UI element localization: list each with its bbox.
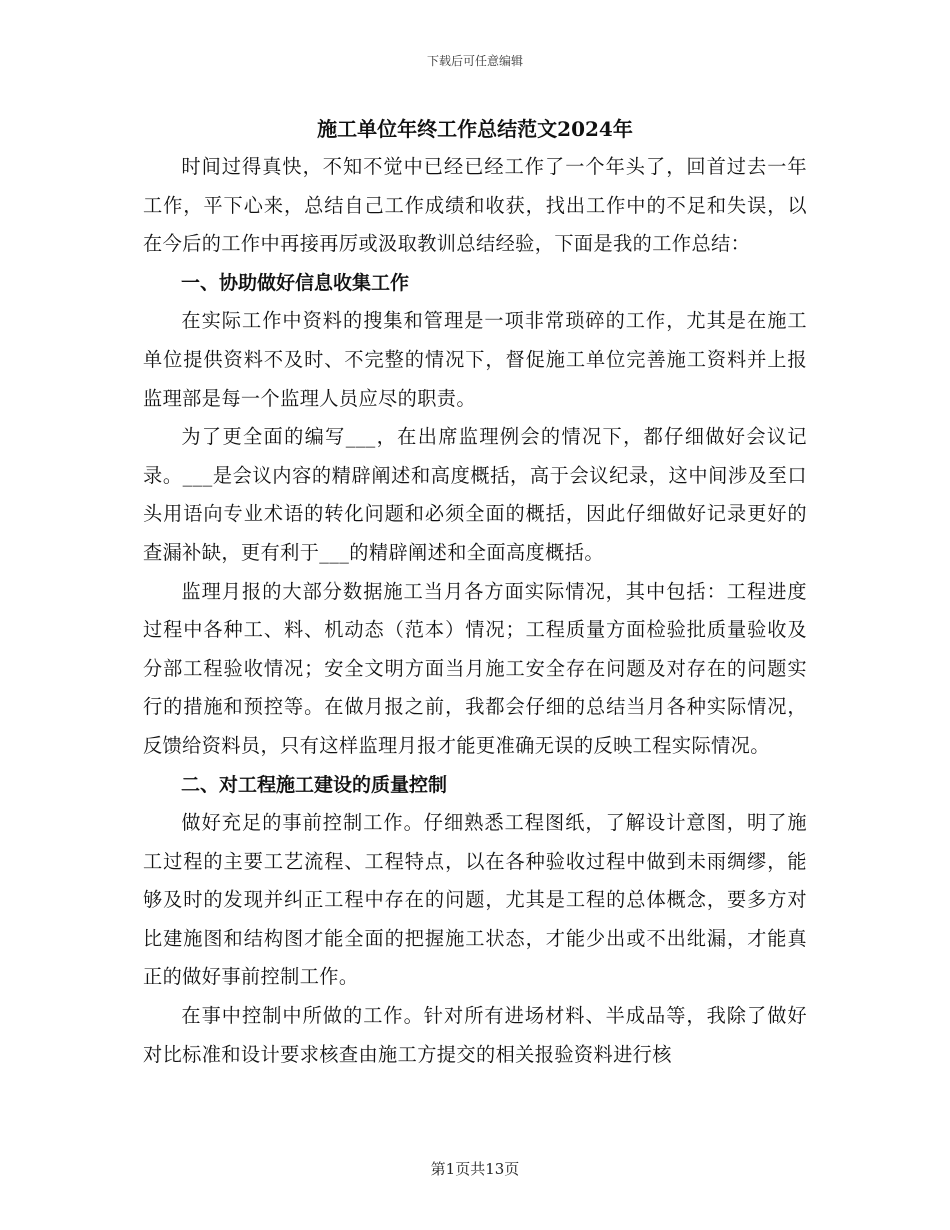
paragraph-info-collection: 在实际工作中资料的搜集和管理是一项非常琐碎的工作，尤其是在施工单位提供资料不及时、不完整的情况下，督促施工单位完善施工资料并上报监理部是每一个监理人员应尽的职责。 [143,309,807,410]
page-header-note: 下载后可任意编辑 [426,54,523,68]
paragraph-meeting-minutes: 为了更全面的编写___，在出席监理例会的情况下，都仔细做好会议记录。___是会议内容的精辟阐述和高度概括，高于会议纪录，这中间涉及至口头用语向专业术语的转化问题和必须全面的概括，因此仔细做好记录更好的查漏补缺，更有利于___的精辟阐述和全面高度概括。 [143,425,807,564]
paragraph-in-process-control: 在事中控制中所做的工作。针对所有进场材料、半成品等，我除了做好对比标准和设计要求核查由施工方提交的相关报验资料进行核 [143,1004,807,1066]
paragraph-intro: 时间过得真快，不知不觉中已经已经工作了一个年头了，回首过去一年工作，平下心来，总结自己工作成绩和收获，找出工作中的不足和失误，以在今后的工作中再接再厉或汲取教训总结经验，下面是我的工作总结： [143,155,807,256]
section-heading-2: 二、对工程施工建设的质量控制 [181,773,448,796]
paragraph-monthly-report: 监理月报的大部分数据施工当月各方面实际情况，其中包括：工程进度过程中各种工、料、机动态（范本）情况；工程质量方面检验批质量验收及分部工程验收情况；安全文明方面当月施工安全存在问题及对存在的问题实行的措施和预控等。在做月报之前，我都会仔细的总结当月各种实际情况，反馈给资料员，只有这样监理月报才能更准确无误的反映工程实际情况。 [143,579,807,757]
paragraph-prior-control: 做好充足的事前控制工作。仔细熟悉工程图纸，了解设计意图，明了施工过程的主要工艺流程、工程特点，以在各种验收过程中做到未雨绸缪，能够及时的发现并纠正工程中存在的问题，尤其是工程的总体概念，要多方对比建施图和结构图才能全面的把握施工状态，才能少出或不出纰漏，才能真正的做好事前控制工作。 [143,811,807,989]
document-body [143,110,807,1074]
page-number-footer: 第1页共13页 [430,1160,520,1178]
section-heading-1: 一、协助做好信息收集工作 [181,271,410,294]
document-title: 施工单位年终工作总结范文2024年 [317,117,633,141]
